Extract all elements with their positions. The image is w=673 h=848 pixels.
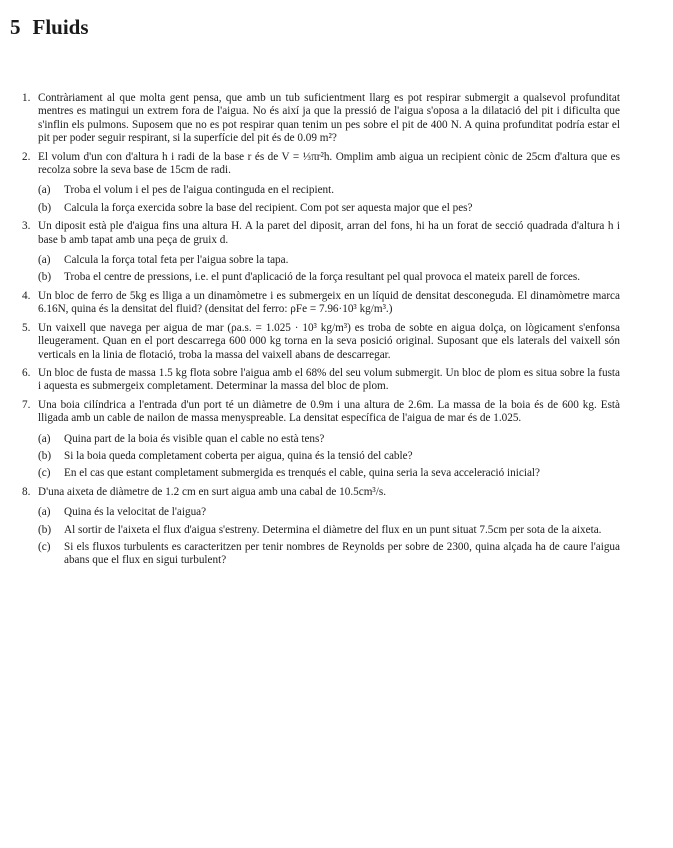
subquestion: [38, 467, 620, 480]
subquestion: [38, 541, 620, 568]
subquestion: [38, 254, 620, 267]
subquestion-text: Troba el centre de pressions, i.e. el punt d'aplicació de la força resultant pel qual provoca el mateix parell de forces.: [64, 271, 581, 284]
problem-text: Un bloc de ferro de 5kg es lliga a un dinamòmetre i es submergeix en un líquid de densitat desconeguda. El dinamòmetre marca 6.16N, quina és la densitat del fluid? (densitat del ferro: ρFe = 7.96·10³ kg/m³.): [38, 289, 620, 316]
problem-item: [22, 367, 620, 394]
problem-number: 2.: [22, 150, 31, 163]
section-number: 5: [10, 15, 21, 39]
problem-item: [22, 290, 620, 317]
problem-text: Un diposit està ple d'aigua fins una altura H. A la paret del diposit, arran del fons, hi ha un forat de secció quadrada d'altura h i base b amb tapat amb una peça de gruix d.: [38, 220, 620, 246]
problem-text: D'una aixeta de diàmetre de 1.2 cm en surt aigua amb una cabal de 10.5cm³/s.: [38, 485, 387, 498]
subquestion-label: (c): [38, 467, 51, 480]
problem-text: Un vaixell que navega per aigua de mar (ρa.s. = 1.025 · 10³ kg/m³) es troba de sobte en aigua dolça, on lògicament s'enfonsa lleugerament. Quan en el port descarrega 600 000 kg torna en la seva posició original. Suposant que els laterals del vaixell són verticals en la linia de flotació, troba la massa del vaixell abans de descarregar.: [38, 321, 620, 361]
problem-number: 5.: [22, 321, 31, 334]
problem-text: Una boia cilíndrica a l'entrada d'un port té un diàmetre de 0.9m i una altura de 2.6m. La massa de la boia és de 600 kg. Està lligada amb un cable de nailon de massa menyspreable. La densitat específica de l'aigua de mar és de 1.025.: [38, 398, 620, 425]
subquestion-label: (a): [38, 506, 51, 519]
problem-item: [22, 151, 620, 216]
subquestion: [38, 450, 620, 463]
subquestion-label: (a): [38, 254, 51, 267]
subquestion-text: Al sortir de l'aixeta el flux d'aigua s'estreny. Determina el diàmetre del flux en un punt situat 7.5cm per sota de la aixeta.: [64, 523, 602, 536]
subquestion-text: En el cas que estant completament submergida es trenqués el cable, quina seria la seva acceleració inicial?: [64, 467, 540, 480]
subquestion-text: Si els fluxos turbulents es caracteritzen per tenir nombres de Reynolds per sobre de 2300, quina alçada ha de caure l'aigua abans que el flux en sigui turbulent?: [64, 540, 620, 567]
subquestion-label: (b): [38, 201, 52, 214]
subquestion: [38, 433, 620, 446]
problem-number: 6.: [22, 366, 31, 379]
subquestion-label: (a): [38, 184, 51, 197]
subquestion: [38, 271, 620, 284]
problem-item: [22, 322, 620, 362]
problem-number: 7.: [22, 398, 31, 411]
subquestion: [38, 184, 620, 197]
subquestion-label: (b): [38, 271, 52, 284]
section-title: Fluids: [32, 15, 89, 39]
subquestion-label: (b): [38, 449, 52, 462]
problem-text: El volum d'un con d'altura h i radi de la base r és de V = ⅓πr²h. Omplim amb aigua un recipient cònic de 25cm d'altura que es recolza sobre la seva base de 15cm de radi.: [38, 150, 620, 177]
problem-text: Un bloc de fusta de massa 1.5 kg flota sobre l'aigua amb el 68% del seu volum submergit. Un bloc de plom es situa sobre la fusta i aquesta es submergeix completament. Determinar la massa del bloc de plom.: [38, 366, 620, 393]
problem-item: [22, 486, 620, 568]
problem-list: [22, 92, 620, 573]
problem-item: [22, 92, 620, 146]
subquestion-label: (a): [38, 432, 51, 445]
problem-item: [22, 220, 620, 285]
subquestion-text: Quina és la velocitat de l'aigua?: [64, 506, 207, 519]
subquestion-text: Quina part de la boia és visible quan el cable no està tens?: [64, 432, 325, 445]
subquestion-text: Troba el volum i el pes de l'aigua continguda en el recipient.: [64, 184, 335, 197]
subquestion-text: Calcula la força total feta per l'aigua sobre la tapa.: [64, 254, 289, 267]
subquestion: [38, 506, 620, 519]
problem-number: 8.: [22, 485, 31, 498]
subquestion: [38, 202, 620, 215]
subquestion-text: Calcula la força exercida sobre la base del recipient. Com pot ser aquesta major que el pes?: [64, 201, 473, 214]
subquestion-label: (c): [38, 540, 51, 553]
subquestion-label: (b): [38, 523, 52, 536]
problem-text: Contràriament al que molta gent pensa, que amb un tub suficientment llarg es pot respirar submergit a qualsevol profunditat mentres es matingui un extrem fora de l'aigua. No és així ja que la pressió de l'aigua s'oposa a la dilatació del pit i dificulta que s'inflin els pulmons. Suposem que no es pot respirar quan tenim un pes sobre el pit de 400 N. A quina profunditat podría estar el pit per poder seguir respirant, si la superfície del pit és de 0.09 m²?: [38, 92, 620, 145]
problem-item: [22, 399, 620, 481]
problem-number: 4.: [22, 289, 31, 302]
section-heading: [10, 14, 89, 40]
problem-number: 1.: [22, 92, 31, 104]
problem-number: 3.: [22, 220, 31, 233]
subquestion: [38, 524, 620, 537]
subquestion-text: Si la boia queda completament coberta per aigua, quina és la tensió del cable?: [64, 449, 413, 462]
